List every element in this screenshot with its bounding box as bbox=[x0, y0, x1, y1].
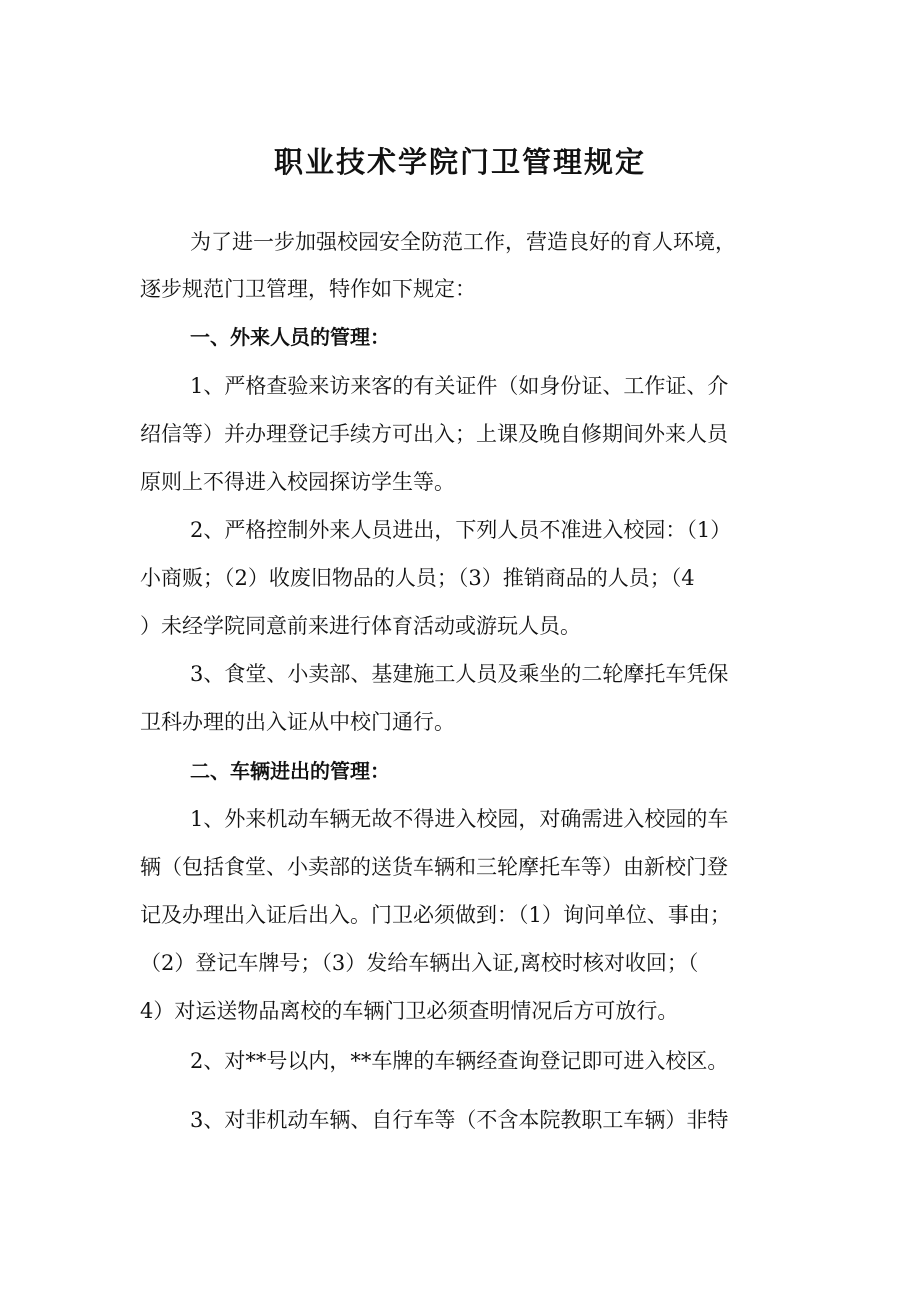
section-2-item-2-line-1: 2、对**号以内，**车牌的车辆经查询登记即可进入校区。 bbox=[190, 1049, 729, 1073]
section-2-heading: 二、车辆进出的管理： bbox=[190, 759, 390, 783]
section-1-item-3-line-1: 3、食堂、小卖部、基建施工人员及乘坐的二轮摩托车凭保 bbox=[190, 662, 729, 686]
section-1-item-1-line-3: 原则上不得进入校园探访学生等。 bbox=[140, 470, 455, 494]
section-1-item-2-line-1: 2、严格控制外来人员进出，下列人员不准进入校园：（1） bbox=[190, 518, 732, 542]
section-1-item-2-line-3: ）未经学院同意前来进行体育活动或游玩人员。 bbox=[140, 614, 581, 638]
section-1-heading: 一、外来人员的管理： bbox=[190, 325, 390, 349]
section-2-item-3-line-1: 3、对非机动车辆、自行车等（不含本院教职工车辆）非特 bbox=[190, 1108, 729, 1132]
section-2-item-1-line-1: 1、外来机动车辆无故不得进入校园，对确需进入校园的车 bbox=[190, 807, 729, 831]
section-2-item-1-line-5: 4）对运送物品离校的车辆门卫必须查明情况后方可放行。 bbox=[140, 999, 679, 1023]
intro-line-1: 为了进一步加强校园安全防范工作，营造良好的育人环境， bbox=[190, 230, 736, 254]
intro-line-2: 逐步规范门卫管理，特作如下规定： bbox=[140, 277, 476, 301]
document-title: 职业技术学院门卫管理规定 bbox=[273, 145, 646, 179]
section-2-item-1-line-2: 辆（包括食堂、小卖部的送货车辆和三轮摩托车等）由新校门登 bbox=[140, 855, 728, 879]
section-1-item-3-line-2: 卫科办理的出入证从中校门通行。 bbox=[140, 710, 455, 734]
section-1-item-2-line-2: 小商贩；（2）收废旧物品的人员；（3）推销商品的人员；（4 bbox=[140, 566, 695, 590]
section-2-item-1-line-4: （2）登记车牌号；（3）发给车辆出入证,离校时核对收回；（ bbox=[140, 951, 699, 975]
section-1-item-1-line-2: 绍信等）并办理登记手续方可出入；上课及晚自修期间外来人员 bbox=[140, 422, 728, 446]
section-1-item-1-line-1: 1、严格查验来访来客的有关证件（如身份证、工作证、介 bbox=[190, 374, 729, 398]
section-2-item-1-line-3: 记及办理出入证后出入。门卫必须做到：（1）询问单位、事由； bbox=[140, 903, 731, 927]
